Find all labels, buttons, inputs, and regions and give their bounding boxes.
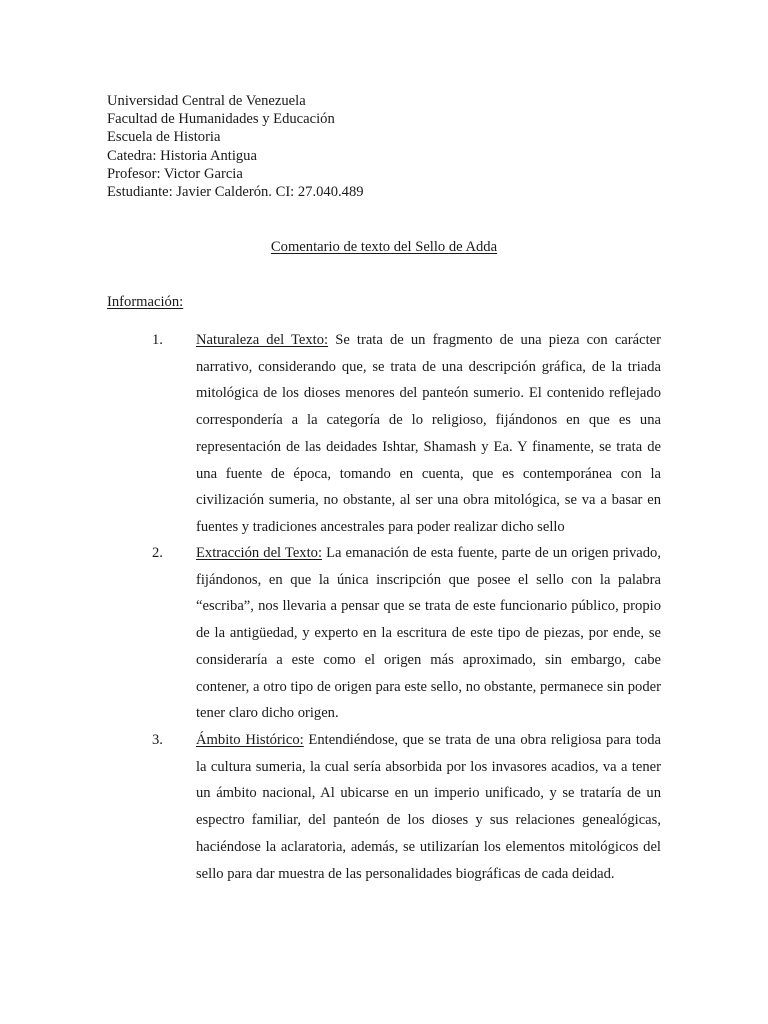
list-item-text: Entendiéndose, que se trata de una obra religiosa para toda la cultura sumeria, la cual sería absorbida por los invasores acadios, va a tener un ámbito nacional, Al ubicarse en un imperio unificado, y se trataría de un espectro familiar, del panteón de los dioses y sus relaciones genealógicas, haciéndose la aclaratoria, además, se utilizarían los elementos mitológicos del sello para dar muestra de las personalidades biográficas de cada deidad. [196,732,661,882]
header-faculty: Facultad de Humanidades y Educación [107,111,335,128]
header-chair: Catedra: Historia Antigua [107,147,257,164]
document-title-block [0,238,768,256]
header-school: Escuela de Historia [107,129,221,146]
section-heading: Información: [107,294,184,310]
list-item-number: 3. [152,732,163,748]
list-item-body [196,327,661,541]
list-item-number: 2. [152,545,163,561]
document-title: Comentario de texto del Sello de Adda [270,239,498,255]
list-item-body [196,540,661,727]
list-item-number: 1. [152,332,163,348]
list-item-text: La emanación de esta fuente, parte de un origen privado, fijándonos, en que la única inscripción que posee el sello con la palabra “escriba”, nos llevaria a pensar que se trata de este funcionario público, propio de la antigüedad, y experto en la escritura de este tipo de piezas, por ende, se consideraría a este como el origen más aproximado, sin embargo, cabe contener, a otro tipo de origen para este sello, no obstante, permanece sin poder tener claro dicho origen. [196,545,662,722]
list-item-text: Se trata de un fragmento de una pieza con carácter narrativo, considerando que, se trata de una descripción gráfica, de la triada mitológica de los dioses menores del panteón sumerio. El contenido reflejado correspondería a la categoría de lo religioso, fijándonos en que es una representación de las deidades Ishtar, Shamash y Ea. Y finamente, se trata de una fuente de época, tomando en cuenta, que es contemporánea con la civilización sumeria, no obstante, al ser una obra mitológica, se va a basar en fuentes y tradiciones ancestrales para poder realizar dicho sello [196,332,661,535]
header-professor: Profesor: Victor Garcia [107,165,243,182]
list-item-label: Extracción del Texto: [196,545,323,561]
list-item-label: Ámbito Histórico: [196,732,304,748]
header-student: Estudiante: Javier Calderón. CI: 27.040.489 [107,184,364,201]
header-university: Universidad Central de Venezuela [107,93,306,109]
list-item-label: Naturaleza del Texto: [196,332,329,348]
list-item-body [196,727,661,887]
document-header [107,92,364,201]
